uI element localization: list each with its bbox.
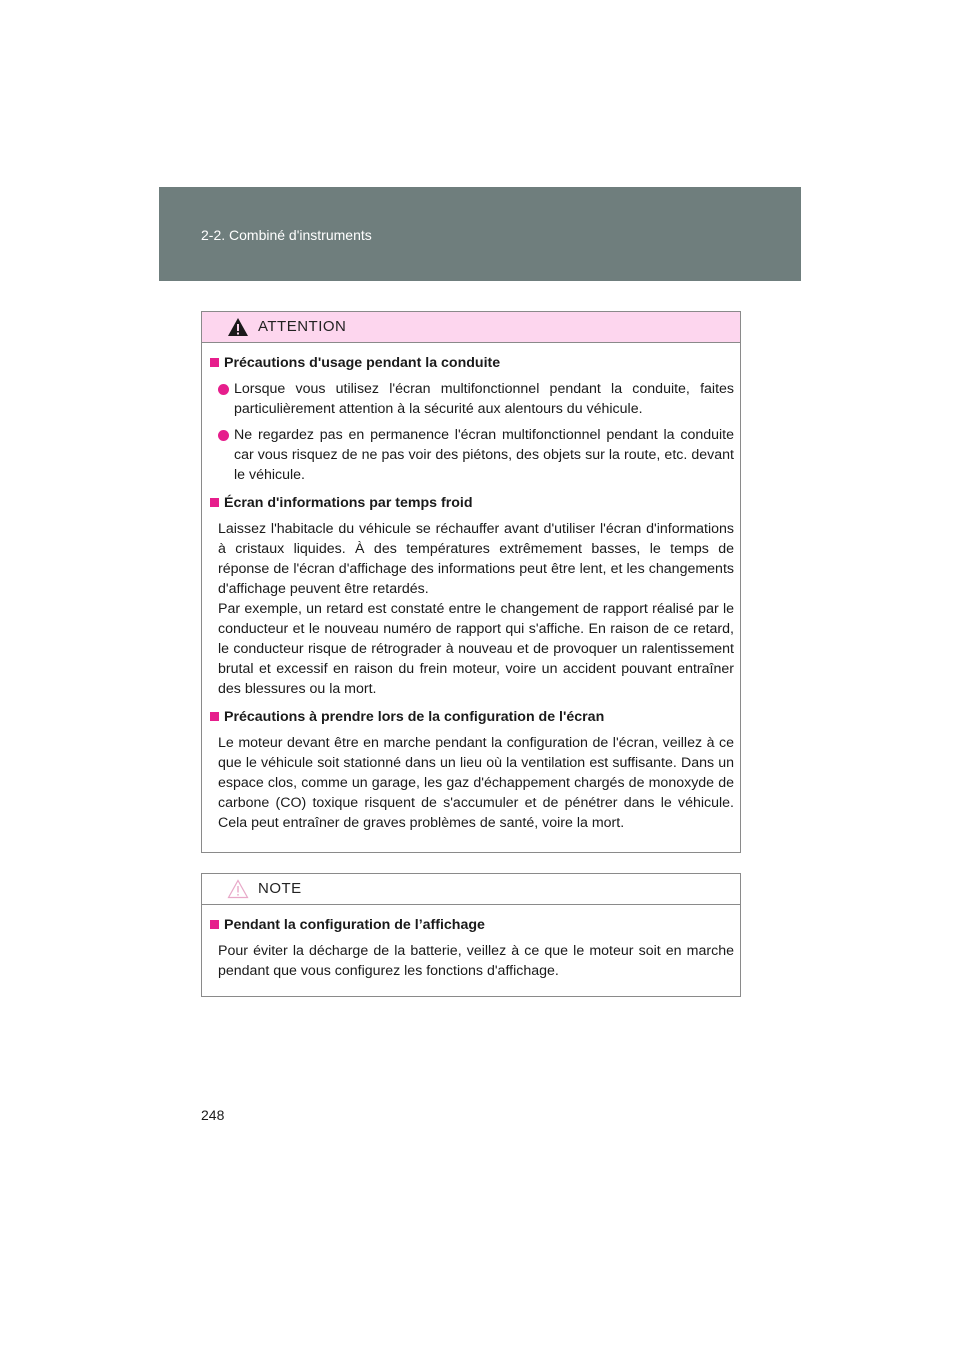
attention-section (210, 493, 734, 699)
list-item: Ne regardez pas en permanence l'écran multifonctionnel pendant la conduite car vous risquez de ne pas voir des piétons, des objets sur la route, etc. devant le véhicule. (210, 425, 734, 485)
attention-box (201, 311, 741, 853)
paragraph-group (210, 733, 734, 833)
note-header (202, 874, 740, 905)
paragraph: Par exemple, un retard est constaté entre le changement de rapport réalisé par le conducteur et le nouveau numéro de rapport qui s'affiche. En raison de ce retard, le conducteur risque de rétrograder à nouveau et de provoquer un ralentissement brutal et excessif en raison du frein moteur, voire un accident pouvant entraîner des blessures ou la mort. (218, 601, 734, 697)
paragraph-group (210, 519, 734, 699)
page-number: 248 (201, 1107, 225, 1123)
paragraph: Le moteur devant être en marche pendant la configuration de l'écran, veillez à ce que le véhicule soit stationné dans un lieu où la ventilation est suffisante. Dans un espace clos, comme un garage, les gaz d'échappement chargés de monoxyde de carbone (CO) toxique risquent de s'accumuler et de pénétrer dans le véhicule. Cela peut entraîner de graves problèmes de santé, voire la mort. (218, 735, 734, 831)
caution-outline-icon (227, 879, 249, 899)
round-bullet-icon (218, 384, 229, 395)
attention-label: ATTENTION (258, 318, 347, 335)
square-bullet-icon (210, 920, 219, 929)
square-bullet-icon (210, 358, 219, 367)
section-title: 2-2. Combiné d'instruments (201, 227, 372, 243)
paragraph: Laissez l'habitacle du véhicule se réchauffer avant d'utiliser l'écran d'informations à cristaux liquides. À des températures extrêmement basses, le temps de réponse de l'écran d'affichage des informations peut être lent, et les changements d'affichage peuvent être retardés. (218, 521, 734, 597)
round-bullet-icon (218, 430, 229, 441)
note-box (201, 873, 741, 997)
attention-section (210, 707, 734, 833)
section-heading: Précautions à prendre lors de la configuration de l'écran (224, 709, 605, 725)
list-item: Lorsque vous utilisez l'écran multifonctionnel pendant la conduite, faites particulièrement attention à la sécurité aux alentours du véhicule. (210, 379, 734, 419)
paragraph: Pour éviter la décharge de la batterie, veillez à ce que le moteur soit en marche pendant que vous configurez les fonctions d'affichage. (218, 943, 734, 979)
section-heading: Pendant la configuration de l’affichage (224, 917, 485, 933)
note-section (210, 915, 734, 981)
warning-icon (227, 317, 249, 337)
header-band (159, 187, 801, 281)
attention-header (202, 312, 740, 343)
attention-section (210, 353, 734, 485)
section-heading: Écran d'informations par temps froid (224, 495, 473, 511)
note-label: NOTE (258, 880, 302, 897)
square-bullet-icon (210, 712, 219, 721)
square-bullet-icon (210, 498, 219, 507)
paragraph-group (210, 941, 734, 981)
section-heading: Précautions d'usage pendant la conduite (224, 355, 501, 371)
